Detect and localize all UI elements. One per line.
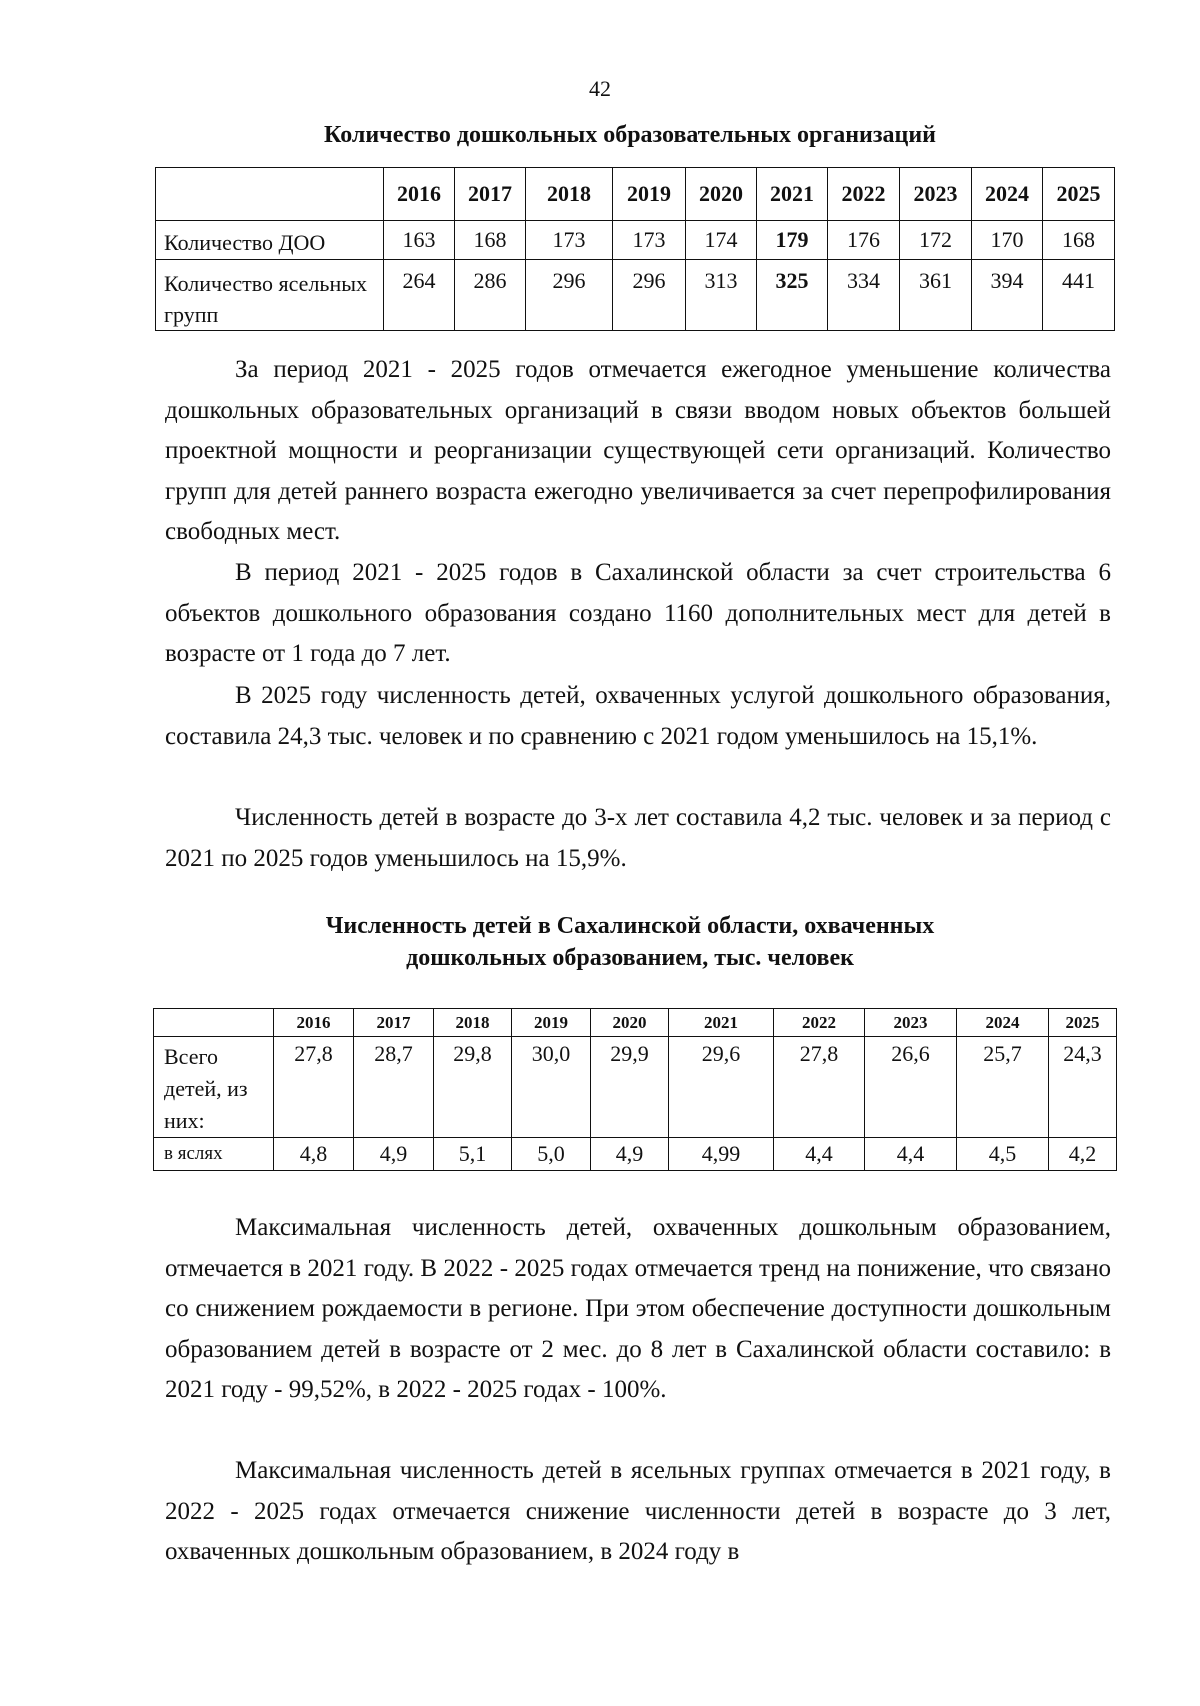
table-cell: 173: [613, 221, 686, 260]
table-cell: 27,8: [774, 1037, 865, 1138]
table2-title-line: Численность детей в Сахалинской области, охваченных: [325, 913, 935, 939]
table-cell: 174: [686, 221, 757, 260]
year-header: 2017: [354, 1009, 434, 1037]
table-cell: 179: [757, 221, 828, 260]
table-cell: 27,8: [274, 1037, 354, 1138]
table1-title: Количество дошкольных образовательных организаций: [323, 122, 936, 148]
paragraph: В период 2021 - 2025 годов в Сахалинской области за счет строительства 6 объектов дошкольного образования создано 1160 дополнительных мест для детей в возрасте от 1 года до 7 лет.: [165, 559, 1111, 667]
table-cell: 172: [900, 221, 972, 260]
table-cell: 394: [972, 260, 1043, 331]
table-children-enrolled: [153, 1008, 1117, 1171]
header-corner-cell: [154, 1009, 274, 1037]
table-cell: 4,4: [865, 1138, 957, 1171]
paragraph: Максимальная численность детей, охваченных дошкольным образованием, отмечается в 2021 году. В 2022 - 2025 годах отмечается тренд на понижение, что связано со снижением рождаемости в регионе. При этом обеспечение доступности дошкольным образованием детей в возрасте от 2 мес. до 8 лет в Сахалинской области составило: в 2021 году - 99,52%, в 2022 - 2025 годах - 100%.: [165, 1214, 1111, 1403]
row-label: Количество ДОО: [156, 221, 384, 260]
table-cell: 313: [686, 260, 757, 331]
table-cell: 264: [384, 260, 455, 331]
table-cell: 24,3: [1049, 1037, 1117, 1138]
year-header: 2016: [384, 168, 455, 221]
table-cell: 4,9: [354, 1138, 434, 1171]
year-header: 2021: [669, 1009, 774, 1037]
row-label: Количество ясельных групп: [156, 260, 384, 331]
table-cell: 29,6: [669, 1037, 774, 1138]
year-header: 2021: [757, 168, 828, 221]
year-header: 2022: [828, 168, 900, 221]
year-header: 2022: [774, 1009, 865, 1037]
table-cell: 30,0: [512, 1037, 591, 1138]
table-cell: 176: [828, 221, 900, 260]
year-header: 2020: [591, 1009, 669, 1037]
table-cell: 296: [613, 260, 686, 331]
table-row: [156, 260, 1115, 331]
year-header: 2018: [434, 1009, 512, 1037]
table-cell: 5,1: [434, 1138, 512, 1171]
table-cell: 170: [972, 221, 1043, 260]
table-cell: 26,6: [865, 1037, 957, 1138]
table-row: [154, 1037, 1117, 1138]
paragraph: Численность детей в возрасте до 3-х лет составила 4,2 тыс. человек и за период с 2021 по 2025 годов уменьшилось на 15,9%.: [165, 804, 1111, 872]
table-cell: 173: [526, 221, 613, 260]
table-cell: 361: [900, 260, 972, 331]
table2-title: [150, 910, 1110, 974]
row-label: [154, 1037, 274, 1138]
year-header: 2024: [972, 168, 1043, 221]
table-cell: 296: [526, 260, 613, 331]
table-cell: 25,7: [957, 1037, 1049, 1138]
year-header: 2020: [686, 168, 757, 221]
table-cell: 29,9: [591, 1037, 669, 1138]
row-label-line: Всего: [164, 1044, 218, 1069]
year-header: 2025: [1043, 168, 1115, 221]
year-header: 2016: [274, 1009, 354, 1037]
header-corner-cell: [156, 168, 384, 221]
row-label-line: детей, из: [164, 1076, 248, 1101]
table-cell: 29,8: [434, 1037, 512, 1138]
table-cell: 168: [455, 221, 526, 260]
page-number: 42: [589, 76, 611, 101]
table-row: [156, 221, 1115, 260]
table-cell: 28,7: [354, 1037, 434, 1138]
table-row: [154, 1138, 1117, 1171]
table-cell: 4,8: [274, 1138, 354, 1171]
year-header: 2017: [455, 168, 526, 221]
table-cell: 4,9: [591, 1138, 669, 1171]
table-cell: 5,0: [512, 1138, 591, 1171]
year-header: 2025: [1049, 1009, 1117, 1037]
row-label: в яслях: [154, 1138, 274, 1171]
table-cell: 168: [1043, 221, 1115, 260]
row-label-line: них:: [164, 1108, 205, 1133]
table-cell: 4,2: [1049, 1138, 1117, 1171]
year-header: 2023: [900, 168, 972, 221]
table-header-row: [154, 1009, 1117, 1037]
year-header: 2023: [865, 1009, 957, 1037]
table-cell: 163: [384, 221, 455, 260]
year-header: 2019: [512, 1009, 591, 1037]
year-header: 2018: [526, 168, 613, 221]
table-cell: 4,5: [957, 1138, 1049, 1171]
table-cell: 441: [1043, 260, 1115, 331]
paragraph: За период 2021 - 2025 годов отмечается ежегодное уменьшение количества дошкольных образовательных организаций в связи вводом новых объектов большей проектной мощности и реорганизации существующей сети организаций. Количество групп для детей раннего возраста ежегодно увеличивается за счет перепрофилирования свободных мест.: [165, 356, 1111, 545]
year-header: 2024: [957, 1009, 1049, 1037]
table-cell: 286: [455, 260, 526, 331]
paragraph: Максимальная численность детей в ясельных группах отмечается в 2021 году, в 2022 - 2025 годах отмечается снижение численности детей в возрасте до 3 лет, охваченных дошкольным образованием, в 2024 году в: [165, 1457, 1111, 1565]
paragraph: В 2025 году численность детей, охваченных услугой дошкольного образования, составила 24,3 тыс. человек и по сравнению с 2021 годом уменьшилось на 15,1%.: [165, 682, 1111, 750]
table-preschool-organizations: [155, 167, 1115, 331]
table-cell: 4,4: [774, 1138, 865, 1171]
table-cell: 4,99: [669, 1138, 774, 1171]
table2-title-line: дошкольных образованием, тыс. человек: [406, 945, 854, 971]
table-header-row: [156, 168, 1115, 221]
table-cell: 325: [757, 260, 828, 331]
table-cell: 334: [828, 260, 900, 331]
year-header: 2019: [613, 168, 686, 221]
